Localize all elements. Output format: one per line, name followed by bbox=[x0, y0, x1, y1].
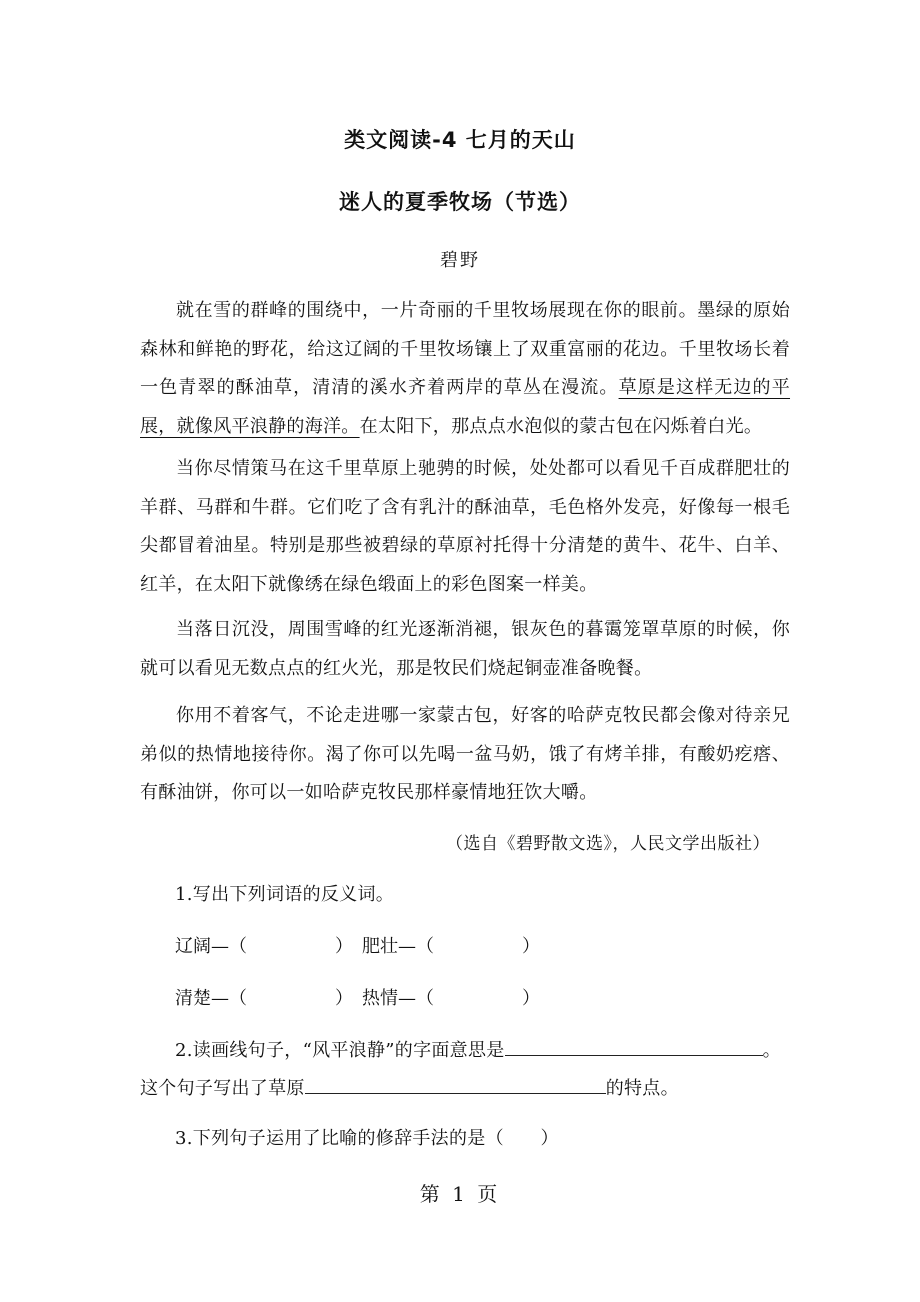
paragraph-2: 当你尽情策马在这千里草原上驰骋的时候，处处都可以看见千百成群肥壮的羊群、马群和牛群。它们吃了含有乳汁的酥油草，毛色格外发亮，好像每一根毛尖都冒着油星。特别是那些被碧绿的草原衬托得十分清楚的黄牛、花牛、白羊、红羊，在太阳下就像绣在绿色缎面上的彩色图案一样美。 bbox=[140, 458, 790, 595]
question-3: 3.下列句子运用了比喻的修辞手法的是（ ） bbox=[175, 1128, 559, 1149]
paragraph-3: 当落日沉没，周围雪峰的红光逐渐消褪，银灰色的暮霭笼罩草原的时候，你就可以看见无数点点的红火光，那是牧民们烧起铜壶准备晚餐。 bbox=[140, 619, 790, 679]
page-title: 类文阅读-4 七月的天山 bbox=[344, 128, 576, 152]
antonym-word-3: 清楚—（ bbox=[175, 988, 247, 1009]
antonym-item-3: 清楚—（ ） bbox=[175, 988, 353, 1009]
antonym-word-1: 辽阔—（ bbox=[175, 936, 247, 957]
answer-line-2b[interactable] bbox=[305, 1075, 606, 1094]
paragraph-1-text-b: 在太阳下，那点点水泡似的蒙古包在闪烁着白光。 bbox=[359, 415, 763, 437]
antonym-word-4: 热情—（ bbox=[362, 988, 434, 1009]
question-1: 1.写出下列词语的反义词。 bbox=[175, 884, 395, 905]
antonym-item-2: 肥壮—（ ） bbox=[362, 936, 540, 957]
antonym-word-2: 肥壮—（ bbox=[362, 936, 434, 957]
article-title: 迷人的夏季牧场（节选） bbox=[339, 190, 581, 214]
question-2-continued: 这个句子写出了草原 的特点。 bbox=[140, 1074, 679, 1100]
question-2: 2.读画线句子，“风平浪静”的字面意思是 。 bbox=[175, 1036, 781, 1062]
article-author: 碧野 bbox=[440, 250, 480, 271]
answer-line-2a[interactable] bbox=[505, 1037, 763, 1056]
antonym-item-4: 热情—（ ） bbox=[362, 988, 540, 1009]
article-source: （选自《碧野散文选》，人民文学出版社） bbox=[446, 834, 770, 854]
antonym-item-1: 辽阔—（ ） bbox=[175, 936, 353, 957]
page-number: 第 1 页 bbox=[419, 1182, 501, 1206]
paragraph-4: 你用不着客气，不论走进哪一家蒙古包，好客的哈萨克牧民都会像对待亲兄弟似的热情地接待你。渴了你可以先喝一盆马奶，饿了有烤羊排，有酸奶疙瘩、有酥油饼，你可以一如哈萨克牧民那样豪情地狂饮大嚼。 bbox=[140, 705, 790, 803]
underlined-sentence: 草原是这样无边的平展，就像风平浪静的海洋。 bbox=[140, 377, 791, 437]
paragraph-1 bbox=[140, 292, 790, 446]
paragraph-1-text-a: 就在雪的群峰的围绕中，一片奇丽的千里牧场展现在你的眼前。墨绿的原始森林和鲜艳的野花，给这辽阔的千里牧场镶上了双重富丽的花边。千里牧场长着一色青翠的酥油草，清清的溪水齐着两岸的草丛在漫流。 bbox=[140, 300, 790, 398]
